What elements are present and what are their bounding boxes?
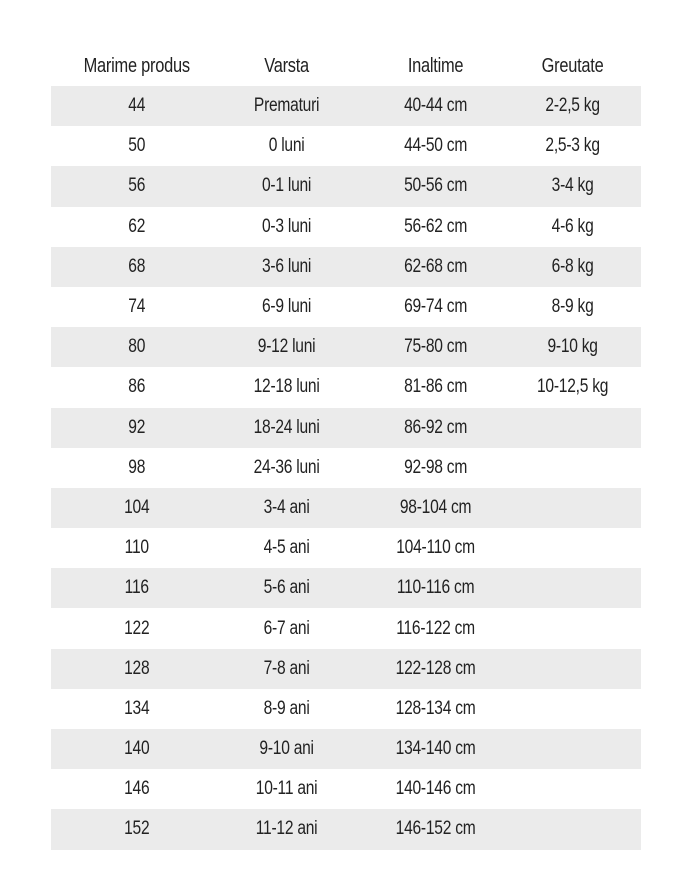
header-height: Inaltime	[407, 54, 463, 77]
cell-size: 74	[128, 296, 146, 318]
cell-height: 56-62 cm	[403, 215, 467, 237]
cell-height: 128-134 cm	[395, 697, 476, 719]
cell-height: 98-104 cm	[399, 496, 471, 518]
cell-size: 50	[128, 135, 146, 157]
cell-size: 62	[128, 215, 146, 237]
cell-size: 110	[124, 537, 149, 559]
table-row	[51, 86, 641, 126]
table-row	[51, 568, 641, 608]
cell-height: 92-98 cm	[403, 456, 467, 478]
table-row	[51, 528, 641, 568]
cell-age: 3-6 luni	[262, 255, 312, 277]
cell-height: 62-68 cm	[403, 255, 467, 277]
cell-weight: 3-4 kg	[551, 175, 594, 197]
cell-age: 0-3 luni	[262, 215, 312, 237]
table-row	[51, 689, 641, 729]
cell-age: 0-1 luni	[262, 175, 312, 197]
cell-weight: 8-9 kg	[551, 296, 594, 318]
header-weight: Greutate	[541, 54, 604, 77]
cell-age: 10-11 ani	[256, 778, 318, 800]
cell-age: 11-12 ani	[256, 818, 318, 840]
cell-size: 68	[128, 255, 146, 277]
cell-age: 6-7 ani	[264, 617, 311, 639]
cell-size: 86	[128, 376, 146, 398]
cell-size: 128	[124, 657, 150, 679]
cell-height: 140-146 cm	[395, 778, 476, 800]
cell-age: 24-36 luni	[254, 456, 321, 478]
table-row	[51, 207, 641, 247]
table-row	[51, 126, 641, 166]
cell-weight: 10-12,5 kg	[536, 376, 608, 398]
cell-age: 3-4 ani	[264, 496, 311, 518]
cell-size: 146	[124, 778, 150, 800]
cell-size: 140	[124, 738, 150, 760]
header-age: Varsta	[264, 54, 310, 77]
cell-size: 80	[128, 336, 146, 358]
table-row	[51, 166, 641, 206]
cell-age: 0 luni	[269, 135, 305, 157]
cell-height: 104-110 cm	[395, 537, 475, 559]
cell-age: 8-9 ani	[264, 697, 311, 719]
table-row	[51, 649, 641, 689]
cell-height: 122-128 cm	[395, 657, 476, 679]
cell-weight: 9-10 kg	[547, 336, 598, 358]
table-row	[51, 488, 641, 528]
cell-height: 44-50 cm	[403, 135, 467, 157]
table-row	[51, 367, 641, 407]
cell-weight: 2-2,5 kg	[545, 95, 600, 117]
cell-height: 146-152 cm	[395, 818, 476, 840]
cell-size: 44	[128, 95, 146, 117]
cell-height: 110-116 cm	[396, 577, 474, 599]
cell-height: 81-86 cm	[403, 376, 467, 398]
size-chart-table	[51, 46, 641, 850]
table-row	[51, 247, 641, 287]
cell-size: 116	[124, 577, 149, 599]
table-row	[51, 287, 641, 327]
table-row	[51, 729, 641, 769]
cell-size: 134	[124, 697, 150, 719]
table-row	[51, 809, 641, 849]
table-row	[51, 448, 641, 488]
cell-size: 104	[124, 496, 150, 518]
cell-size: 56	[128, 175, 146, 197]
cell-age: 12-18 luni	[254, 376, 321, 398]
cell-height: 40-44 cm	[403, 95, 467, 117]
cell-age: 6-9 luni	[262, 296, 312, 318]
cell-age: 7-8 ani	[264, 657, 311, 679]
cell-height: 134-140 cm	[395, 738, 476, 760]
cell-size: 122	[124, 617, 150, 639]
cell-size: 92	[128, 416, 146, 438]
cell-age: 9-12 luni	[258, 336, 316, 358]
table-row	[51, 608, 641, 648]
table-body	[51, 86, 641, 850]
cell-weight: 6-8 kg	[551, 255, 594, 277]
cell-height: 116-122 cm	[395, 617, 475, 639]
cell-height: 86-92 cm	[403, 416, 467, 438]
table-header-row	[51, 46, 641, 86]
cell-size: 98	[128, 456, 146, 478]
cell-height: 50-56 cm	[403, 175, 467, 197]
cell-weight: 2,5-3 kg	[545, 135, 600, 157]
cell-height: 69-74 cm	[403, 296, 467, 318]
cell-size: 152	[124, 818, 150, 840]
table-row	[51, 769, 641, 809]
cell-age: Prematuri	[254, 95, 320, 117]
cell-weight: 4-6 kg	[551, 215, 594, 237]
cell-age: 4-5 ani	[264, 537, 311, 559]
cell-height: 75-80 cm	[403, 336, 467, 358]
table-row	[51, 408, 641, 448]
table-row	[51, 327, 641, 367]
header-size: Marime produs	[83, 54, 190, 77]
cell-age: 18-24 luni	[254, 416, 321, 438]
cell-age: 5-6 ani	[264, 577, 311, 599]
cell-age: 9-10 ani	[259, 738, 315, 760]
